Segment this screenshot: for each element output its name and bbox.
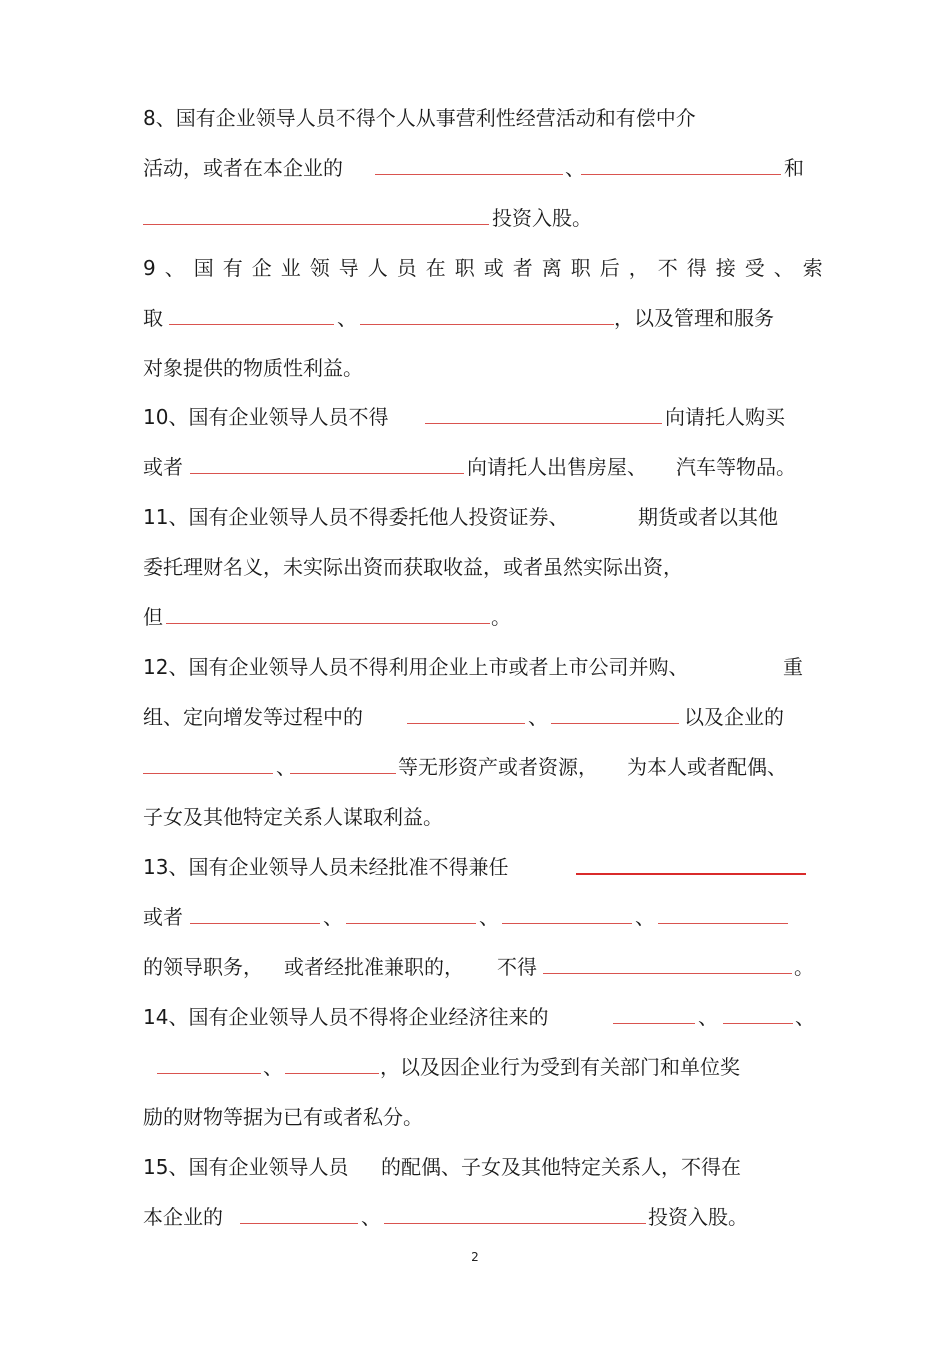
item-12-text-7: 子女及其他特定关系人谋取利益。 bbox=[143, 805, 443, 829]
item-10-text-5: 汽车等物品。 bbox=[676, 455, 796, 479]
item-14-text-2: ，以及因企业行为受到有关部门和单位奖 bbox=[380, 1055, 740, 1079]
item-14-sep-3: 、 bbox=[263, 1055, 283, 1079]
item-14-blank-4[interactable] bbox=[285, 1073, 379, 1074]
item-12-sep-1: 、 bbox=[528, 705, 548, 729]
item-12-text-6: 为本人或者配偶、 bbox=[627, 755, 787, 779]
item-13-sep-2: 、 bbox=[479, 905, 499, 929]
item-8-blank-2[interactable] bbox=[581, 174, 781, 175]
item-13-sep-1: 、 bbox=[323, 905, 343, 929]
item-13-text-4: 或者经批准兼职的， bbox=[284, 955, 464, 979]
item-8-blank-1[interactable] bbox=[375, 174, 563, 175]
item-9-blank-1[interactable] bbox=[169, 324, 334, 325]
page-number: 2 bbox=[471, 1250, 479, 1264]
item-13-text-1: 13、国有企业领导人员未经批准不得兼任 bbox=[143, 855, 509, 879]
item-9-text-3: ，以及管理和服务 bbox=[614, 306, 774, 330]
item-9-text-2: 取 bbox=[143, 306, 163, 330]
item-12-text-5: 等无形资产或者资源， bbox=[398, 755, 598, 779]
item-8-text-2: 活动，或者在本企业的 bbox=[143, 156, 343, 180]
item-9-blank-2[interactable] bbox=[360, 324, 614, 325]
item-14-sep-1: 、 bbox=[698, 1005, 718, 1029]
item-14-text-1: 14、国有企业领导人员不得将企业经济往来的 bbox=[143, 1005, 549, 1029]
item-9-sep-1: 、 bbox=[337, 306, 357, 330]
item-13-blank-5[interactable] bbox=[658, 923, 788, 924]
item-12-blank-4[interactable] bbox=[290, 773, 396, 774]
item-14-sep-2: 、 bbox=[795, 1005, 815, 1029]
item-10-text-1: 10、国有企业领导人员不得 bbox=[143, 405, 389, 429]
item-12-text-2: 重 bbox=[783, 655, 803, 679]
item-8-text-3: 和 bbox=[784, 156, 804, 180]
item-13-blank-3[interactable] bbox=[346, 923, 476, 924]
item-15-text-2: 的配偶、子女及其他特定关系人，不得在 bbox=[381, 1155, 741, 1179]
item-8-text-4: 投资入股。 bbox=[492, 206, 592, 230]
item-15-blank-2[interactable] bbox=[384, 1223, 646, 1224]
item-12-blank-1[interactable] bbox=[407, 723, 525, 724]
item-13-text-5: 不得 bbox=[497, 955, 537, 979]
item-11-blank-1[interactable] bbox=[166, 623, 490, 624]
item-11-text-5: 。 bbox=[491, 605, 511, 629]
item-13-blank-6[interactable] bbox=[543, 973, 792, 974]
item-8-text-1: 8、国有企业领导人员不得个人从事营利性经营活动和有偿中介 bbox=[143, 106, 696, 130]
item-13-sep-3: 、 bbox=[635, 905, 655, 929]
item-10-blank-2[interactable] bbox=[190, 473, 464, 474]
item-15-sep-1: 、 bbox=[361, 1205, 381, 1229]
item-10-text-2: 向请托人购买 bbox=[665, 405, 785, 429]
item-10-text-3: 或者 bbox=[143, 455, 183, 479]
item-8-blank-3[interactable] bbox=[143, 224, 489, 225]
item-11-text-3: 委托理财名义，未实际出资而获取收益，或者虽然实际出资， bbox=[143, 555, 683, 579]
item-13-blank-2[interactable] bbox=[190, 923, 320, 924]
item-15-blank-1[interactable] bbox=[240, 1223, 358, 1224]
item-11-text-4: 但 bbox=[143, 605, 163, 629]
item-12-blank-3[interactable] bbox=[143, 773, 273, 774]
item-8-sep-1: 、 bbox=[565, 156, 585, 180]
item-12-blank-2[interactable] bbox=[551, 723, 679, 724]
item-15-text-4: 投资入股。 bbox=[648, 1205, 748, 1229]
item-15-text-3: 本企业的 bbox=[143, 1205, 223, 1229]
item-9-text-4: 对象提供的物质性利益。 bbox=[143, 356, 363, 380]
item-13-text-2: 或者 bbox=[143, 905, 183, 929]
item-11-text-2: 期货或者以其他 bbox=[638, 505, 778, 529]
item-14-blank-1[interactable] bbox=[613, 1023, 695, 1024]
item-12-text-3: 组、定向增发等过程中的 bbox=[143, 705, 363, 729]
item-13-blank-1[interactable] bbox=[576, 873, 806, 875]
item-9-text-1: 9、国有企业领导人员在职或者离职后，不得接受、索 bbox=[143, 256, 832, 280]
item-15-text-1: 15、国有企业领导人员 bbox=[143, 1155, 349, 1179]
item-11-text-1: 11、国有企业领导人员不得委托他人投资证券、 bbox=[143, 505, 569, 529]
item-13-text-3: 的领导职务， bbox=[143, 955, 263, 979]
item-12-text-4: 以及企业的 bbox=[684, 705, 784, 729]
item-14-text-3: 励的财物等据为已有或者私分。 bbox=[143, 1105, 423, 1129]
item-13-text-6: 。 bbox=[794, 955, 814, 979]
item-10-blank-1[interactable] bbox=[425, 423, 662, 424]
item-13-blank-4[interactable] bbox=[502, 923, 632, 924]
item-14-blank-3[interactable] bbox=[157, 1073, 261, 1074]
item-12-sep-2: 、 bbox=[276, 755, 296, 779]
item-12-text-1: 12、国有企业领导人员不得利用企业上市或者上市公司并购、 bbox=[143, 655, 689, 679]
item-10-text-4: 向请托人出售房屋、 bbox=[467, 455, 647, 479]
item-14-blank-2[interactable] bbox=[723, 1023, 793, 1024]
